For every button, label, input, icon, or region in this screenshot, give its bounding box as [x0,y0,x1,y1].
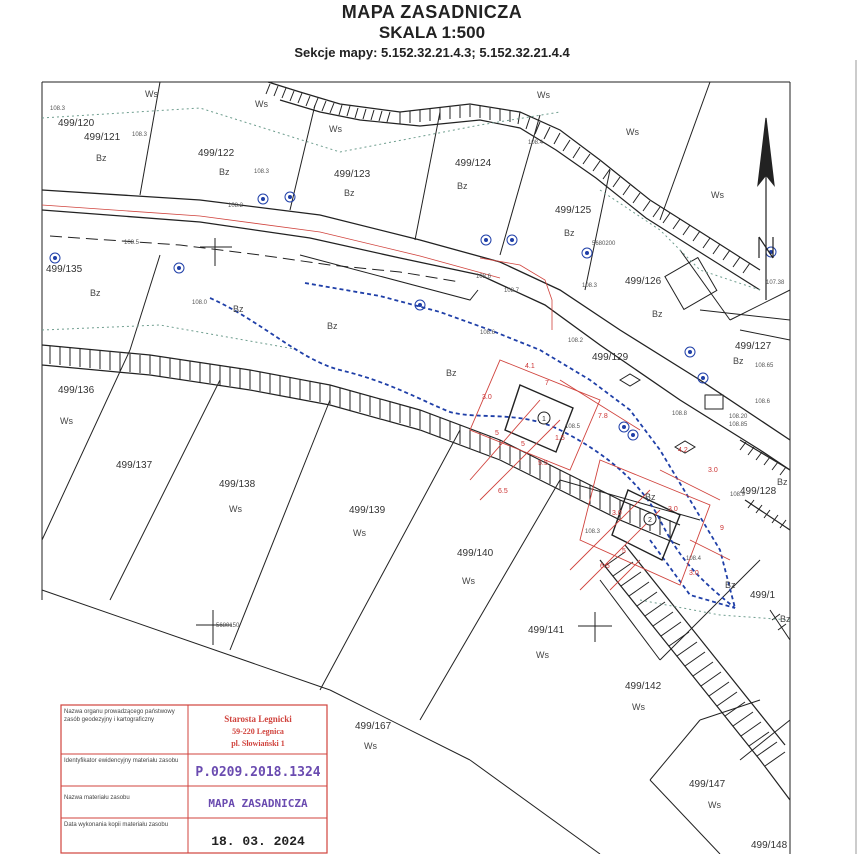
parcel-label: 499/123 [334,169,371,180]
elevation: 108.5 [124,240,140,246]
land-use-label: Ws [708,800,721,810]
land-use-label: Bz [90,288,101,298]
dimension-labels [482,363,724,577]
elevation: 108.65 [755,363,774,369]
escarpment-east [740,440,790,640]
land-use-label: Ws [626,127,639,137]
parcel-label: 499/1 [750,590,776,601]
stamp-row4-label-box [64,821,186,851]
parcel-label: 499/120 [58,118,95,129]
land-use-label: Bz [327,321,338,331]
stamp-row3-label-box [64,794,186,816]
stamp-address: pl. Słowiański 1 [231,739,285,748]
parcel-label: 499/136 [58,385,95,396]
stamp-row4-label: Data wykonania kopii materiału zasobu [64,822,169,828]
parcel-label: 499/122 [198,148,235,159]
parcel-label: 499/128 [740,486,777,497]
parcel-label: 499/138 [219,479,256,490]
land-use-label: Bz [652,309,663,319]
parcel-label: 499/125 [555,205,592,216]
dimension: 3.0 [482,394,492,401]
land-use-label: Ws [537,90,550,100]
land-use-label: Bz [446,368,457,378]
elevation: 108.85 [729,422,748,428]
stamp-postcode: 59-220 Legnica [232,727,284,736]
dimension: 7.8 [598,413,608,420]
land-use-label: Ws [255,99,268,109]
dimension: 5 [521,441,525,448]
land-use-label: Ws [536,650,549,660]
dimension: 5.5 [538,460,548,467]
elevation: 108.6 [476,274,492,280]
elevation: 108.3 [254,169,270,175]
dimension: 3.0 [708,467,718,474]
map-scale: SKALA 1:500 [378,23,486,42]
building-marker-2 [644,513,656,525]
land-use-label: Ws [462,576,475,586]
elevation: 108.6 [755,399,771,405]
green-dotted-lines [42,108,790,620]
elevation-labels [50,106,785,562]
dimension: 3.0 [668,506,678,513]
dimension: 1.5 [555,435,565,442]
blue-dotted-boundary [210,283,735,608]
land-use-label: Bz [219,167,230,177]
elevation: 108.3 [50,106,66,112]
official-stamp [60,704,330,854]
elevation: 108.3 [582,283,598,289]
land-use-label: Bz [733,356,744,366]
parcel-label: 499/167 [355,721,392,732]
dimension: 6.5 [498,488,508,495]
parcel-label: 499/121 [84,132,121,143]
land-use-label: Bz [233,304,244,314]
land-use-label: Bz [780,614,791,624]
land-use-label: Bz [344,188,355,198]
land-use-label: Ws [353,528,366,538]
dimension: 4.2 [678,447,688,454]
land-use-label: Bz [457,181,468,191]
parcel-label: 499/140 [457,548,494,559]
land-use-label: Ws [229,504,242,514]
dimension: 3.0 [612,510,622,517]
road [42,190,790,470]
parcel-label: 499/141 [528,625,565,636]
parcel-label: 499/127 [735,341,772,352]
stamp-row1-label-box [64,708,186,752]
dimension: 4.1 [525,363,535,370]
dimension: 3.0 [689,570,699,577]
stamp-row2-label-box [64,757,186,785]
survey-markers [50,192,776,440]
elevation: 108.6 [480,330,496,336]
dimension: 5 [622,548,626,555]
elevation: 108.4 [686,556,702,562]
stamp-identifier: P.0209.2018.1324 [195,765,321,780]
building-marker-1 [538,412,550,424]
land-use-label: Ws [60,416,73,426]
land-use-label: Ws [632,702,645,712]
elevation: 108.7 [504,288,520,294]
parcel-label: 499/147 [689,779,726,790]
land-use-label: Ws [711,190,724,200]
parcel-label: 499/142 [625,681,662,692]
land-use-label: Bz [645,492,656,502]
dimension: 5 [495,430,499,437]
land-use-label: Bz [777,477,788,487]
marker-1-label: 1 [542,416,546,423]
parcel-label: 499/126 [625,276,662,287]
stamp-row3-label: Nazwa materiału zasobu [64,795,130,801]
escarpment-lower-right [600,545,790,800]
elevation: 108.20 [729,414,748,420]
elevation: 108.9 [730,492,746,498]
elevation: 108.0 [192,300,208,306]
land-use-label: Bz [564,228,575,238]
marker-2-label: 2 [648,517,652,524]
grid-crosses [196,238,612,645]
elevation: 108.5 [565,424,581,430]
parcel-label: 499/137 [116,460,153,471]
grid-coordinate: 5680200 [592,241,616,247]
dimension: 6.5 [600,563,610,570]
land-use-label: Ws [329,124,342,134]
land-use-label: Bz [725,580,736,590]
dimension: 9 [720,525,724,532]
map-title: MAPA ZASADNICZA [341,2,523,22]
stamp-row2-label: Identyfikator ewidencyjny materiału zasobu [64,758,179,764]
north-arrow-icon [758,118,774,300]
elevation: 108.3 [585,529,601,535]
parcel-label: 499/135 [46,264,83,275]
map-sections: Sekcje mapy: 5.152.32.21.4.3; 5.152.32.21.4.4 [294,45,570,60]
stamp-authority: Starosta Legnicki [224,714,292,724]
land-use-label: Ws [145,89,158,99]
elevation: 108.4 [528,140,544,146]
stamp-date: 18. 03. 2024 [211,834,305,849]
elevation: 108.2 [228,203,244,209]
land-use-label: Ws [364,741,377,751]
elevation: 108.2 [568,338,584,344]
stamp-row1-label: Nazwa organu prowadzącego państwowy zasób geodezyjny i kartograficzny [64,709,175,723]
land-use-label: Bz [96,153,107,163]
dimension: 7 [545,380,549,387]
stamp-material-name: MAPA ZASADNICZA [208,797,308,810]
elevation: 108.8 [672,411,688,417]
elevation: 107.38 [766,280,785,286]
parcel-label: 499/139 [349,505,386,516]
parcel-label: 499/124 [455,158,492,169]
map-header [0,0,864,72]
parcel-label: 499/129 [592,352,629,363]
parcel-label: 499/148 [751,840,788,851]
elevation: 108.3 [132,132,148,138]
grid-coordinate: 5680150 [216,623,240,629]
